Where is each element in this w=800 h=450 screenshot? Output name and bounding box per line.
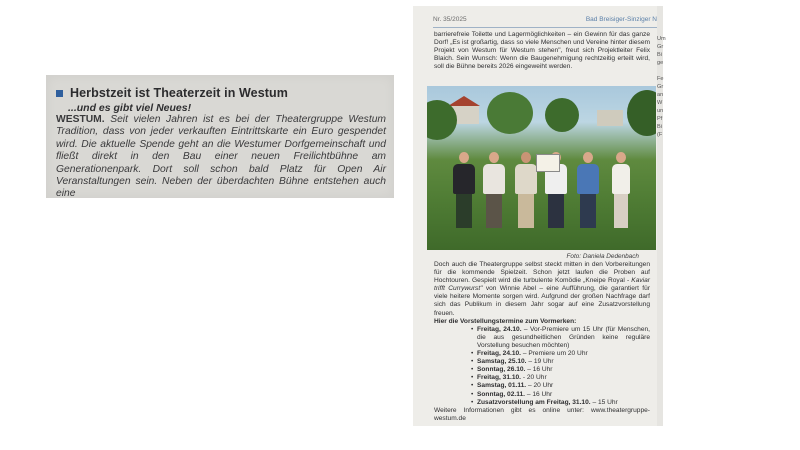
issue-number: Nr. 35/2025 <box>433 16 467 23</box>
list-item <box>472 358 650 366</box>
edge-fragment: Bi <box>657 52 662 58</box>
person-figure <box>577 152 599 228</box>
date-info: – Premiere um 20 Uhr <box>520 350 588 358</box>
date-label: Freitag, 24.10. <box>477 325 522 333</box>
edge-fragment: an <box>657 92 664 98</box>
person-figure <box>515 152 537 228</box>
date-info: – 16 Uhr <box>525 366 553 374</box>
dateline: WESTUM. <box>56 114 105 125</box>
headline-row <box>56 86 386 100</box>
person-figure <box>483 152 505 228</box>
list-item <box>472 326 650 350</box>
edge-fragment: Bi <box>657 124 662 130</box>
date-label: Samstag, 25.10. <box>477 358 527 366</box>
play-title: Kaviar trifft Currywurst" <box>434 277 650 293</box>
date-info: – 19 Uhr <box>526 358 554 366</box>
edge-fragment: Pf <box>657 116 663 122</box>
next-column-edge <box>657 6 666 426</box>
date-label: Samstag, 01.11. <box>477 382 527 390</box>
tree-shape <box>545 98 579 132</box>
dates-heading: Hier die Vorstellungstermine zum Vormerken: <box>434 317 577 325</box>
paragraph-text: Doch auch die Theatergruppe selbst steckt mitten in den Vorbereitungen für die kommende Spielzeit. Schon jetzt laufen die Proben auf Hochtouren. Gespielt wird die turbulente Komödie „Kneipe Royal - <box>434 261 650 285</box>
edge-fragment: Gr <box>657 44 664 50</box>
square-bullet-icon <box>56 90 63 97</box>
performance-dates-list <box>434 326 650 407</box>
date-label: Zusatzvorstellung am Freitag, 31.10. <box>477 398 591 406</box>
paragraph-text: von Winnie Abel – eine Aufführung, die garantiert für viele heitere Momente sorgen wird. Aufgrund der großen Nachfrage darf sich das Publikum in diesem Jahr sogar auf eine Zusatzvorstellung freuen. <box>434 285 650 317</box>
date-info: – 16 Uhr <box>525 390 553 398</box>
list-item <box>472 350 650 358</box>
article-continuation <box>434 261 650 423</box>
list-item <box>472 366 650 374</box>
list-item <box>472 374 650 382</box>
edge-fragment: ge <box>657 60 664 66</box>
list-item <box>472 399 650 407</box>
continued-text: barrierefreie Toilette und Lagermöglichkeiten – ein Gewinn für das ganze Dorf! „Es ist großartig, dass so viele Menschen und Vereine hinter diesem Projekt von Westum für Westum stehen", freut sich Projektleiter Felix Blaich. Sein Wunsch: Wenn die Baugenehmigung rechtzeitig erteilt wird, soll die Bühne bereits 2026 eingeweiht werden. <box>434 31 650 71</box>
date-info: – 15 Uhr <box>590 398 618 406</box>
certificate-sign <box>536 154 560 172</box>
article-clipping-right <box>413 6 657 426</box>
rehearsal-paragraph <box>434 261 650 318</box>
date-label: Freitag, 24.10. <box>477 350 521 358</box>
edge-fragment: Gr <box>657 84 664 90</box>
date-info: – Vor-Premiere um 15 Uhr (für Menschen, die aus gesundheitlichen Gründen keine reguläre Vorstellung besuchen möchten) <box>477 325 650 349</box>
tree-shape <box>627 90 656 136</box>
house-shape <box>597 110 623 126</box>
person-figure <box>612 152 630 228</box>
edge-fragment: Fe <box>657 76 664 82</box>
edge-fragment: (F <box>657 132 663 138</box>
newspaper-header <box>433 16 657 26</box>
date-info: - 20 Uhr <box>520 374 547 382</box>
article-body <box>56 114 386 198</box>
date-label: Sonntag, 26.10. <box>477 366 526 374</box>
list-item <box>472 382 650 390</box>
photo-credit: Foto: Daniela Dedenbach <box>566 253 639 260</box>
tree-shape <box>487 92 533 134</box>
date-label: Sonntag, 02.11. <box>477 390 526 398</box>
more-info-text: Weitere Informationen gibt es online unter: www.theatergruppe-westum.de <box>434 406 650 422</box>
list-item <box>472 391 650 399</box>
roof-shape <box>448 96 480 106</box>
person-figure <box>453 152 475 228</box>
date-label: Freitag, 31.10. <box>477 374 521 382</box>
newspaper-name: Bad Breisiger-Sinziger N <box>585 16 657 23</box>
group-photo <box>427 86 656 250</box>
article-subheadline: ...und es gibt viel Neues! <box>68 102 192 114</box>
edge-fragment: Um <box>657 36 666 42</box>
date-info: – 20 Uhr <box>526 382 554 390</box>
article-body-text: Seit vielen Jahren ist es bei der Theatergruppe Westum Tradition, dass von jeder verkauften Eintrittskarte ein Euro gespendet wird. Die aktuelle Spende geht an die Westumer Dorfgemeinschaft und fließt direkt in den Bau einer neuen Freilichtbühne am Generationenpark. Dort soll schon bald Platz für Open Air Veranstaltungen sein. Neben der überdachten Bühne entstehen auch eine <box>56 114 386 198</box>
article-headline: Herbstzeit ist Theaterzeit in Westum <box>70 86 288 100</box>
article-clipping-left <box>46 75 394 198</box>
header-rule <box>433 27 657 28</box>
edge-fragment: un <box>657 108 664 114</box>
edge-fragment: W <box>657 100 663 106</box>
